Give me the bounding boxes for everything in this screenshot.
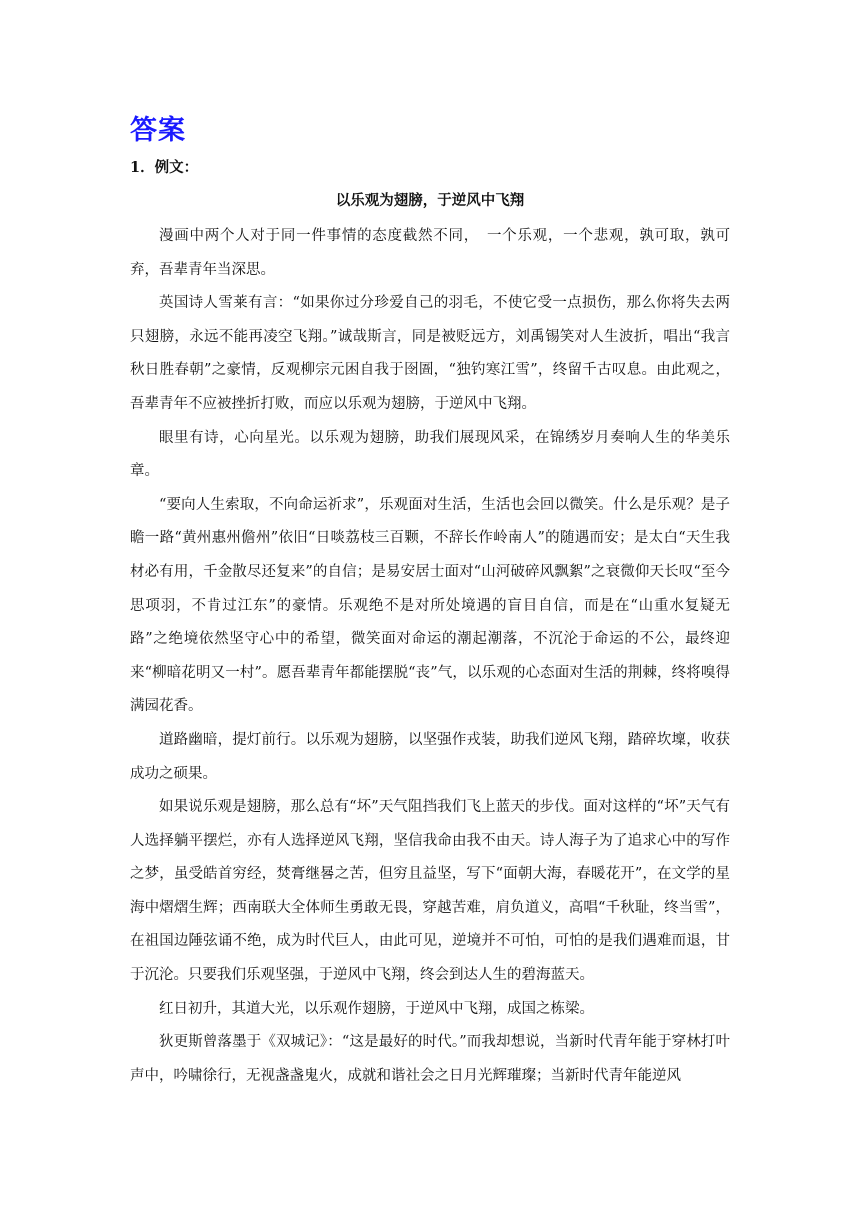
paragraph: 眼里有诗，心向星光。以乐观为翅膀，助我们展现风采，在锦绣岁月奏响人生的华美乐章。 (130, 429, 730, 480)
answer-heading: 答案 (130, 115, 186, 146)
paragraph: 漫画中两个人对于同一件事情的态度截然不同， 一个乐观，一个悲观，孰可取，孰可弃，吾辈青年当深思。 (130, 228, 730, 278)
paragraph: 道路幽暗，提灯前行。以乐观为翅膀，以坚强作戎装，助我们逆风飞翔，踏碎坎壈，收获成功之硕果。 (130, 731, 730, 782)
essay-title: 以乐观为翅膀，于逆风中飞翔 (335, 192, 525, 209)
paragraph: “要向人生索取，不向命运祈求”，乐观面对生活，生活也会回以微笑。什么是乐观？是子瞻一路“黄州惠州儋州”依旧“日啖荔枝三百颗，不辞长作岭南人”的随遇而安；是太白“天生我材必有用，千金散尽还复来”的自信；是易安居士面对“山河破碎风飘絮”之衰微仰天长叹“至今思项羽，不肯过江东”的豪情。乐观绝不是对所处境遇的盲目自信，而是在“山重水复疑无路”之绝境依然坚守心中的希望，微笑面对命运的潮起潮落，不沉沦于命运的不公，最终迎来“柳暗花明又一村”。愿吾辈青年都能摆脱“丧”气，以乐观的心态面对生活的荆棘，终将嗅得满园花香。 (130, 496, 730, 715)
essay-body (130, 220, 730, 1093)
question-label: 1．例文： (130, 159, 199, 176)
paragraph: 如果说乐观是翅膀，那么总有“坏”天气阻挡我们飞上蓝天的步伐。面对这样的“坏”天气有人选择躺平摆烂，亦有人选择逆风飞翔，坚信我命由我不由天。诗人海子为了追求心中的写作之梦，虽受皓首穷经，焚膏继晷之苦，但穷且益坚，写下“面朝大海，春暖花开”，在文学的星海中熠熠生辉；西南联大全体师生勇敢无畏，穿越苦难，肩负道义，高唱“千秋耻，终当雪”，在祖国边陲弦诵不绝，成为时代巨人，由此可见，逆境并不可怕，可怕的是我们遇难而退，甘于沉沦。只要我们乐观坚强，于逆风中飞翔，终会到达人生的碧海蓝天。 (130, 799, 730, 984)
paragraph: 英国诗人雪莱有言：“如果你过分珍爱自己的羽毛，不使它受一点损伤，那么你将失去两只翅膀，永远不能再凌空飞翔。”诚哉斯言，同是被贬远方，刘禹锡笑对人生波折，唱出“我言秋日胜春朝”之豪情，反观柳宗元困自我于囹圄，“独钓寒江雪”，终留千古叹息。由此观之，吾辈青年不应被挫折打败，而应以乐观为翅膀，于逆风中飞翔。 (130, 295, 730, 412)
paragraph: 狄更斯曾落墨于《双城记》：“这是最好的时代。”而我却想说，当新时代青年能于穿林打叶声中，吟啸徐行，无视盏盏鬼火，成就和谐社会之日月光辉璀璨；当新时代青年能逆风 (130, 1034, 730, 1084)
paragraph: 红日初升，其道大光，以乐观作翅膀，于逆风中飞翔，成国之栋梁。 (159, 1000, 594, 1017)
